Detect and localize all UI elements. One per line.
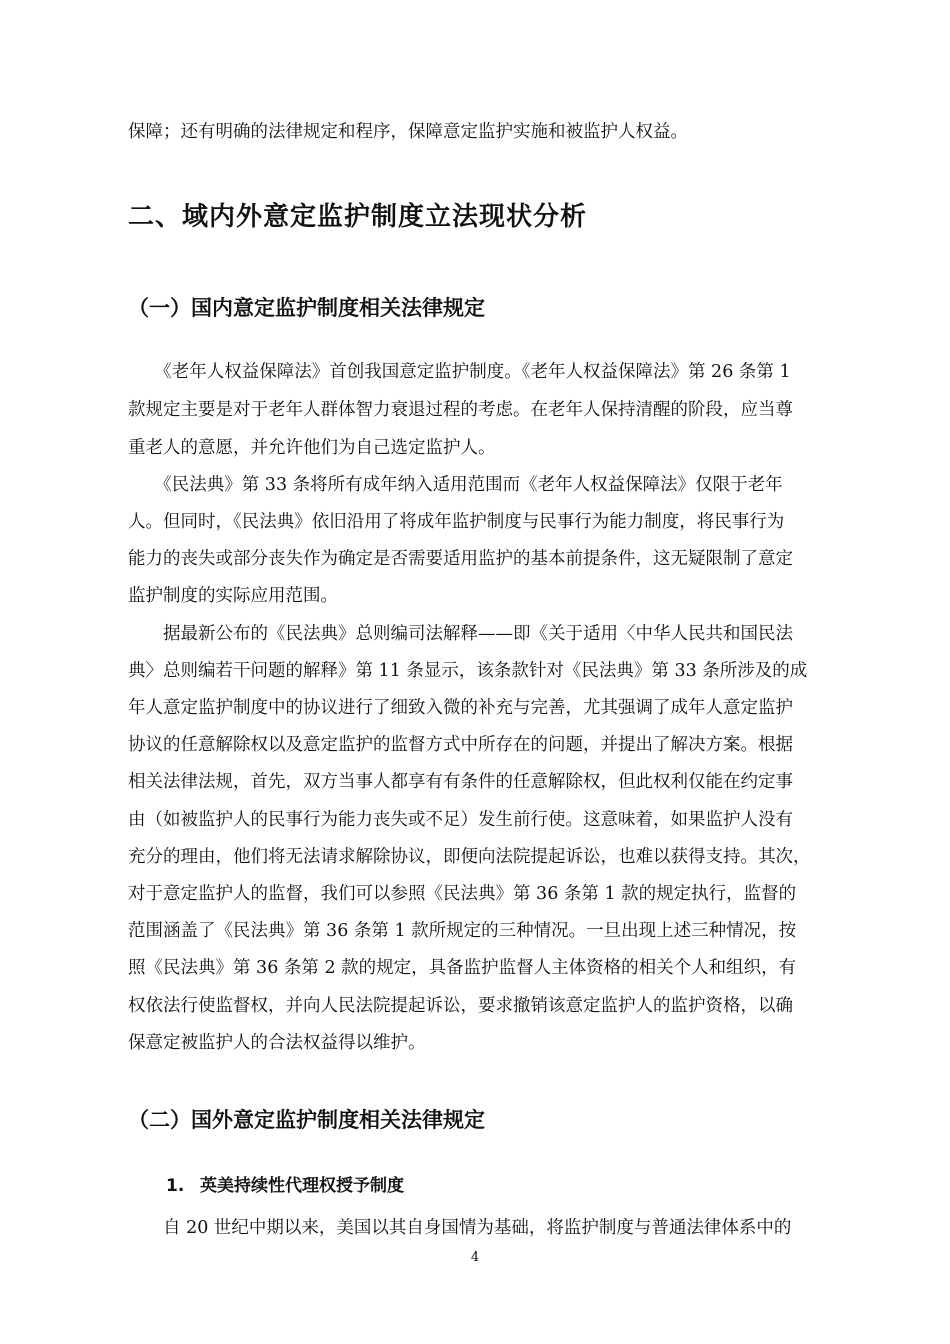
paragraph-line: 充分的理由，他们将无法请求解除协议，即便向法院提起诉讼，也难以获得支持。其次， [128,847,811,867]
subsection-heading-domestic: （一）国内意定监护制度相关法律规定 [128,296,485,320]
paragraph-line: 典〉总则编若干问题的解释》第 11 条显示，该条款针对《民法典》第 33 条所涉及的成 [128,661,808,681]
paragraph-line: 《民法典》第 33 条将所有成年纳入适用范围而《老年人权益保障法》仅限于老年 [128,475,783,495]
item-number: 1. [166,1176,185,1196]
paragraph-line: 年人意定监护制度中的协议进行了细致入微的补充与完善，尤其强调了成年人意定监护 [128,698,793,718]
paragraph-line: 能力的丧失或部分丧失作为确定是否需要适用监护的基本前提条件，这无疑限制了意定 [128,549,793,569]
paragraph-line: 款规定主要是对于老年人群体智力衰退过程的考虑。在老年人保持清醒的阶段，应当尊 [128,400,793,420]
paragraph-line: 由（如被监护人的民事行为能力丧失或不足）发生前行使。这意味着，如果监护人没有 [128,810,793,830]
item-heading [166,1171,404,1196]
paragraph-line: 保障；还有明确的法律规定和程序，保障意定监护实施和被监护人权益。 [128,122,688,142]
subsection-heading-foreign: （二）国外意定监护制度相关法律规定 [128,1108,485,1132]
paragraph-line: 照《民法典》第 36 条第 2 款的规定，具备监护监督人主体资格的相关个人和组织，有 [128,958,797,978]
paragraph-line: 范围涵盖了《民法典》第 36 条第 1 款所规定的三种情况。一旦出现上述三种情况，按 [128,921,797,941]
paragraph-line: 据最新公布的《民法典》总则编司法解释——即《关于适用〈中华人民共和国民法 [128,624,793,644]
paragraph-line: 《老年人权益保障法》首创我国意定监护制度。《老年人权益保障法》第 26 条第 1 [128,362,791,382]
section-heading: 二、域内外意定监护制度立法现状分析 [128,202,588,232]
paragraph-line: 对于意定监护人的监督，我们可以参照《民法典》第 36 条第 1 款的规定执行，监督的 [128,884,797,904]
item-title: 英美持续性代理权授予制度 [200,1176,404,1196]
paragraph-line: 监护制度的实际应用范围。 [128,586,338,606]
paragraph-line: 重老人的意愿，并允许他们为自己选定监护人。 [128,438,496,458]
paragraph-line: 自 20 世纪中期以来，美国以其自身国情为基础，将监护制度与普通法律体系中的 [128,1218,792,1238]
paragraph-line: 协议的任意解除权以及意定监护的监督方式中所存在的问题，并提出了解决方案。根据 [128,735,793,755]
paragraph-line: 权依法行使监督权，并向人民法院提起诉讼，要求撤销该意定监护人的监护资格，以确 [128,996,793,1016]
paragraph-line: 保意定被监护人的合法权益得以维护。 [128,1033,426,1053]
page-number: 4 [470,1250,480,1265]
paragraph-line: 相关法律法规，首先，双方当事人都享有有条件的任意解除权，但此权利仅能在约定事 [128,772,793,792]
paragraph-line: 人。但同时，《民法典》依旧沿用了将成年监护制度与民事行为能力制度，将民事行为 [128,512,785,532]
